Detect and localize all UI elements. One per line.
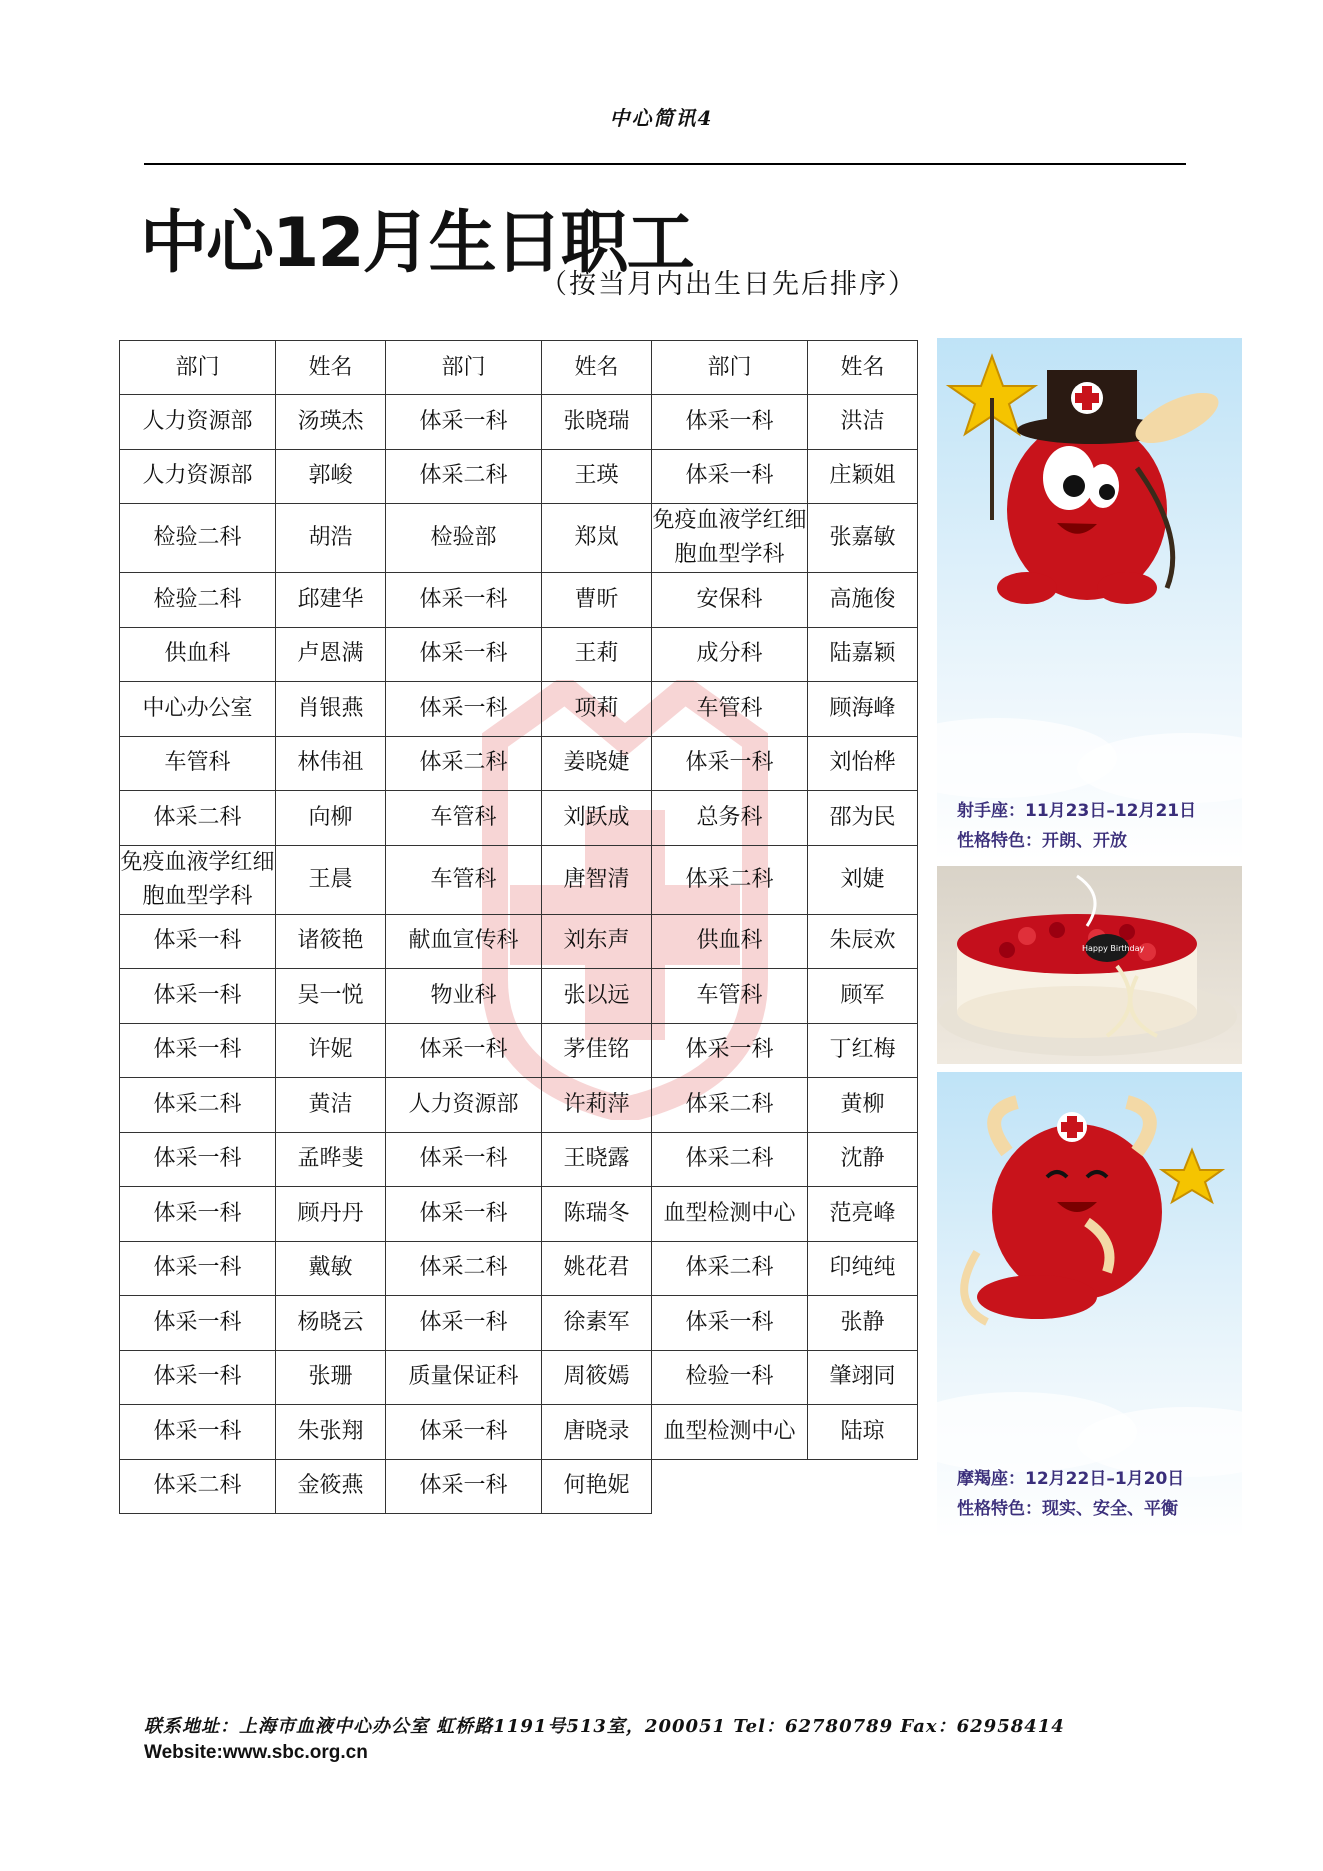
dept-cell: 体采二科 (120, 791, 276, 846)
name-cell: 庄颖姐 (808, 449, 918, 504)
name-cell: 姚花君 (542, 1241, 652, 1296)
dept-cell: 总务科 (652, 791, 808, 846)
name-cell: 邵为民 (808, 791, 918, 846)
dept-cell: 体采二科 (652, 1241, 808, 1296)
name-cell: 刘东声 (542, 914, 652, 969)
name-cell: 王瑛 (542, 449, 652, 504)
header-divider (144, 163, 1186, 165)
name-cell: 诸筱艳 (276, 914, 386, 969)
header-name: 姓名 (808, 341, 918, 395)
dept-cell: 体采一科 (386, 1296, 542, 1351)
dept-cell: 供血科 (652, 914, 808, 969)
name-cell: 高施俊 (808, 573, 918, 628)
dept-cell: 体采一科 (120, 914, 276, 969)
dept-cell: 检验二科 (120, 504, 276, 573)
name-cell: 朱张翔 (276, 1405, 386, 1460)
name-cell: 张珊 (276, 1350, 386, 1405)
dept-cell: 物业科 (386, 969, 542, 1024)
name-cell: 杨晓云 (276, 1296, 386, 1351)
dept-cell: 体采一科 (386, 395, 542, 450)
name-cell: 陆嘉颖 (808, 627, 918, 682)
dept-cell: 安保科 (652, 573, 808, 628)
name-cell: 洪洁 (808, 395, 918, 450)
dept-cell: 血型检测中心 (652, 1405, 808, 1460)
header-name: 姓名 (276, 341, 386, 395)
footer-contact: 联系地址：上海市血液中心办公室 虹桥路1191号513室，200051 Tel：62780789 Fax：62958414 (144, 1716, 1065, 1737)
header-name: 姓名 (542, 341, 652, 395)
capricorn-panel (937, 1072, 1242, 1539)
dept-cell: 人力资源部 (120, 449, 276, 504)
name-cell: 刘婕 (808, 845, 918, 914)
mascot-archer-icon (937, 338, 1242, 860)
dept-cell: 供血科 (120, 627, 276, 682)
header-dept: 部门 (652, 341, 808, 395)
dept-cell: 中心办公室 (120, 682, 276, 737)
table-row (120, 449, 918, 504)
table-row (120, 682, 918, 737)
dept-cell: 体采一科 (386, 1405, 542, 1460)
dept-cell: 体采一科 (652, 1296, 808, 1351)
name-cell: 胡浩 (276, 504, 386, 573)
table-row (120, 845, 918, 914)
dept-cell: 体采一科 (652, 449, 808, 504)
dept-cell: 车管科 (386, 791, 542, 846)
name-cell: 印纯纯 (808, 1241, 918, 1296)
dept-cell: 免疫血液学红细胞血型学科 (120, 845, 276, 914)
name-cell: 陈瑞冬 (542, 1187, 652, 1242)
table-row (120, 1078, 918, 1133)
dept-cell: 体采二科 (652, 1078, 808, 1133)
table-row (120, 1187, 918, 1242)
name-cell: 邱建华 (276, 573, 386, 628)
name-cell: 张静 (808, 1296, 918, 1351)
dept-cell: 车管科 (386, 845, 542, 914)
table-row (120, 736, 918, 791)
name-cell: 顾丹丹 (276, 1187, 386, 1242)
cake-label: Happy Birthday (1082, 944, 1145, 953)
name-cell: 许莉萍 (542, 1078, 652, 1133)
dept-cell: 体采二科 (386, 736, 542, 791)
dept-cell: 体采一科 (386, 682, 542, 737)
dept-cell: 体采一科 (652, 1023, 808, 1078)
name-cell: 王莉 (542, 627, 652, 682)
dept-cell: 体采二科 (120, 1078, 276, 1133)
dept-cell: 体采一科 (120, 969, 276, 1024)
dept-cell: 体采二科 (386, 1241, 542, 1296)
birthday-cake-icon (937, 866, 1242, 1064)
birthday-cake-photo (937, 866, 1242, 1064)
name-cell: 肇翊同 (808, 1350, 918, 1405)
footer-website: Website:www.sbc.org.cn (144, 1742, 368, 1763)
name-cell: 顾军 (808, 969, 918, 1024)
table-row (120, 573, 918, 628)
name-cell (808, 1459, 918, 1514)
name-cell: 张以远 (542, 969, 652, 1024)
dept-cell: 质量保证科 (386, 1350, 542, 1405)
table-row (120, 1459, 918, 1514)
name-cell: 徐素军 (542, 1296, 652, 1351)
dept-cell: 体采一科 (120, 1132, 276, 1187)
dept-cell: 车管科 (652, 682, 808, 737)
name-cell: 唐晓录 (542, 1405, 652, 1460)
sagittarius-panel (937, 338, 1242, 860)
table-row (120, 1023, 918, 1078)
dept-cell: 体采一科 (120, 1023, 276, 1078)
name-cell: 黄柳 (808, 1078, 918, 1133)
table-row (120, 1241, 918, 1296)
dept-cell: 免疫血液学红细胞血型学科 (652, 504, 808, 573)
name-cell: 王晨 (276, 845, 386, 914)
dept-cell: 体采一科 (386, 1132, 542, 1187)
name-cell: 顾海峰 (808, 682, 918, 737)
sagittarius-dates: 射手座：11月23日–12月21日 (957, 801, 1197, 821)
dept-cell: 体采一科 (120, 1296, 276, 1351)
name-cell: 曹昕 (542, 573, 652, 628)
dept-cell: 血型检测中心 (652, 1187, 808, 1242)
capricorn-traits: 性格特色：现实、安全、平衡 (957, 1499, 1178, 1519)
dept-cell: 人力资源部 (120, 395, 276, 450)
name-cell: 姜晓婕 (542, 736, 652, 791)
dept-cell: 体采一科 (652, 395, 808, 450)
name-cell: 向柳 (276, 791, 386, 846)
dept-cell: 体采一科 (386, 1187, 542, 1242)
dept-cell: 体采二科 (386, 449, 542, 504)
dept-cell: 体采二科 (120, 1459, 276, 1514)
dept-cell: 体采一科 (120, 1241, 276, 1296)
name-cell: 吴一悦 (276, 969, 386, 1024)
dept-cell: 体采一科 (386, 1023, 542, 1078)
name-cell: 戴敏 (276, 1241, 386, 1296)
dept-cell: 献血宣传科 (386, 914, 542, 969)
dept-cell: 体采一科 (120, 1405, 276, 1460)
name-cell: 卢恩满 (276, 627, 386, 682)
dept-cell: 成分科 (652, 627, 808, 682)
birthday-roster-table (119, 340, 918, 1514)
table-header-row (120, 341, 918, 395)
newsletter-header: 中心简讯4 (609, 106, 714, 130)
table-row (120, 1405, 918, 1460)
dept-cell: 人力资源部 (386, 1078, 542, 1133)
sagittarius-traits: 性格特色：开朗、开放 (957, 831, 1127, 851)
table-row (120, 504, 918, 573)
capricorn-dates: 摩羯座：12月22日–1月20日 (957, 1469, 1185, 1489)
table-row (120, 914, 918, 969)
table-row (120, 1350, 918, 1405)
table-row (120, 627, 918, 682)
dept-cell: 检验一科 (652, 1350, 808, 1405)
dept-cell: 检验部 (386, 504, 542, 573)
name-cell: 唐智清 (542, 845, 652, 914)
name-cell: 汤瑛杰 (276, 395, 386, 450)
table-row (120, 395, 918, 450)
dept-cell: 体采一科 (386, 627, 542, 682)
dept-cell: 体采二科 (652, 1132, 808, 1187)
dept-cell: 体采一科 (386, 573, 542, 628)
name-cell: 陆琼 (808, 1405, 918, 1460)
name-cell: 周筱嫣 (542, 1350, 652, 1405)
table-row (120, 791, 918, 846)
name-cell: 何艳妮 (542, 1459, 652, 1514)
name-cell: 孟晔斐 (276, 1132, 386, 1187)
name-cell: 黄洁 (276, 1078, 386, 1133)
name-cell: 金筱燕 (276, 1459, 386, 1514)
dept-cell: 检验二科 (120, 573, 276, 628)
name-cell: 郑岚 (542, 504, 652, 573)
name-cell: 林伟祖 (276, 736, 386, 791)
name-cell: 张嘉敏 (808, 504, 918, 573)
name-cell: 王晓露 (542, 1132, 652, 1187)
name-cell: 肖银燕 (276, 682, 386, 737)
page-title: 中心12月生日职工 (140, 204, 693, 283)
table-row (120, 969, 918, 1024)
name-cell: 朱辰欢 (808, 914, 918, 969)
name-cell: 刘跃成 (542, 791, 652, 846)
name-cell: 张晓瑞 (542, 395, 652, 450)
name-cell: 丁红梅 (808, 1023, 918, 1078)
header-dept: 部门 (386, 341, 542, 395)
name-cell: 沈静 (808, 1132, 918, 1187)
dept-cell: 体采一科 (120, 1187, 276, 1242)
name-cell: 范亮峰 (808, 1187, 918, 1242)
name-cell: 项莉 (542, 682, 652, 737)
name-cell: 郭峻 (276, 449, 386, 504)
dept-cell: 体采一科 (386, 1459, 542, 1514)
table-row (120, 1296, 918, 1351)
dept-cell: 车管科 (120, 736, 276, 791)
dept-cell: 车管科 (652, 969, 808, 1024)
name-cell: 刘怡桦 (808, 736, 918, 791)
dept-cell: 体采一科 (652, 736, 808, 791)
dept-cell: 体采一科 (120, 1350, 276, 1405)
header-dept: 部门 (120, 341, 276, 395)
name-cell: 许妮 (276, 1023, 386, 1078)
dept-cell: 体采二科 (652, 845, 808, 914)
name-cell: 茅佳铭 (542, 1023, 652, 1078)
page-subtitle: （按当月内出生日先后排序） (540, 269, 917, 300)
table-row (120, 1132, 918, 1187)
dept-cell (652, 1459, 808, 1514)
